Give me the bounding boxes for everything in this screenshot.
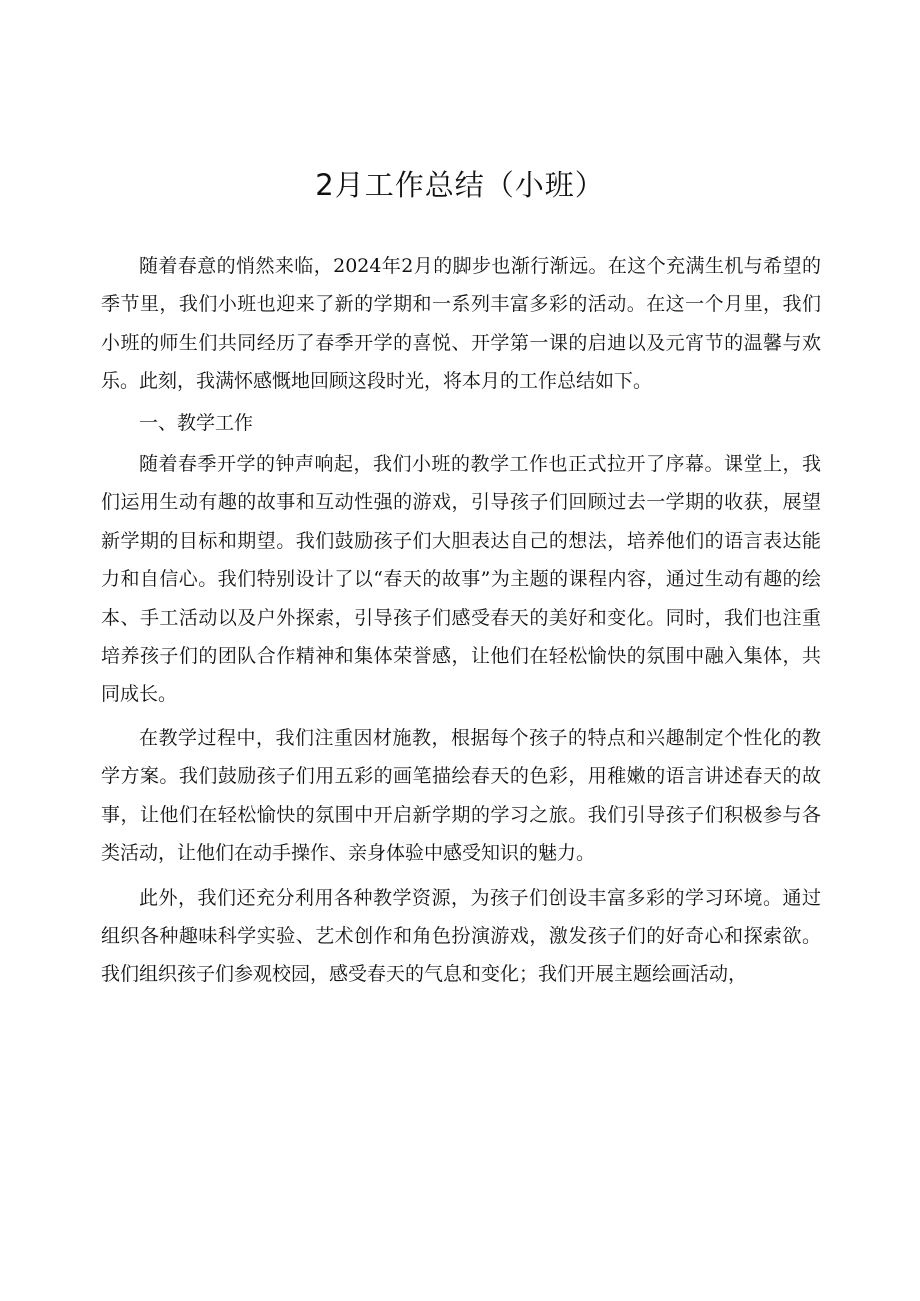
section-heading-teaching: 一、教学工作 bbox=[139, 411, 254, 434]
document-title: 2月工作总结（小班） bbox=[315, 168, 605, 202]
teaching-paragraph-1: 随着春季开学的钟声响起，我们小班的教学工作也正式拉开了序幕。课堂上，我们运用生动有趣的故事和互动性强的游戏，引导孩子们回顾过去一学期的收获，展望新学期的目标和期望。我们鼓励孩子们大胆表达自己的想法，培养他们的语言表达能力和自信心。我们特别设计了以“春天的故事”为主题的课程内容，通过生动有趣的绘本、手工活动以及户外探索，引导孩子们感受春天的美好和变化。同时，我们也注重培养孩子们的团队合作精神和集体荣誉感，让他们在轻松愉快的氛围中融入集体，共同成长。 bbox=[101, 453, 821, 706]
teaching-paragraph-2: 在教学过程中，我们注重因材施教，根据每个孩子的特点和兴趣制定个性化的教学方案。我们鼓励孩子们用五彩的画笔描绘春天的色彩，用稚嫩的语言讲述春天的故事，让他们在轻松愉快的氛围中开启新学期的学习之旅。我们引导孩子们积极参与各类活动，让他们在动手操作、亲身体验中感受知识的魅力。 bbox=[101, 726, 821, 865]
document-body bbox=[101, 247, 821, 994]
intro-paragraph: 随着春意的悄然来临，2024年2月的脚步也渐行渐远。在这个充满生机与希望的季节里，我们小班也迎来了新的学期和一系列丰富多彩的活动。在这一个月里，我们小班的师生们共同经历了春季开学的喜悦、开学第一课的启迪以及元宵节的温馨与欢乐。此刻，我满怀感慨地回顾这段时光，将本月的工作总结如下。 bbox=[101, 255, 821, 393]
teaching-paragraph-3: 此外，我们还充分利用各种教学资源，为孩子们创设丰富多彩的学习环境。通过组织各种趣味科学实验、艺术创作和角色扮演游戏，激发孩子们的好奇心和探索欲。我们组织孩子们参观校园，感受春天的气息和变化；我们开展主题绘画活动， bbox=[101, 886, 821, 986]
